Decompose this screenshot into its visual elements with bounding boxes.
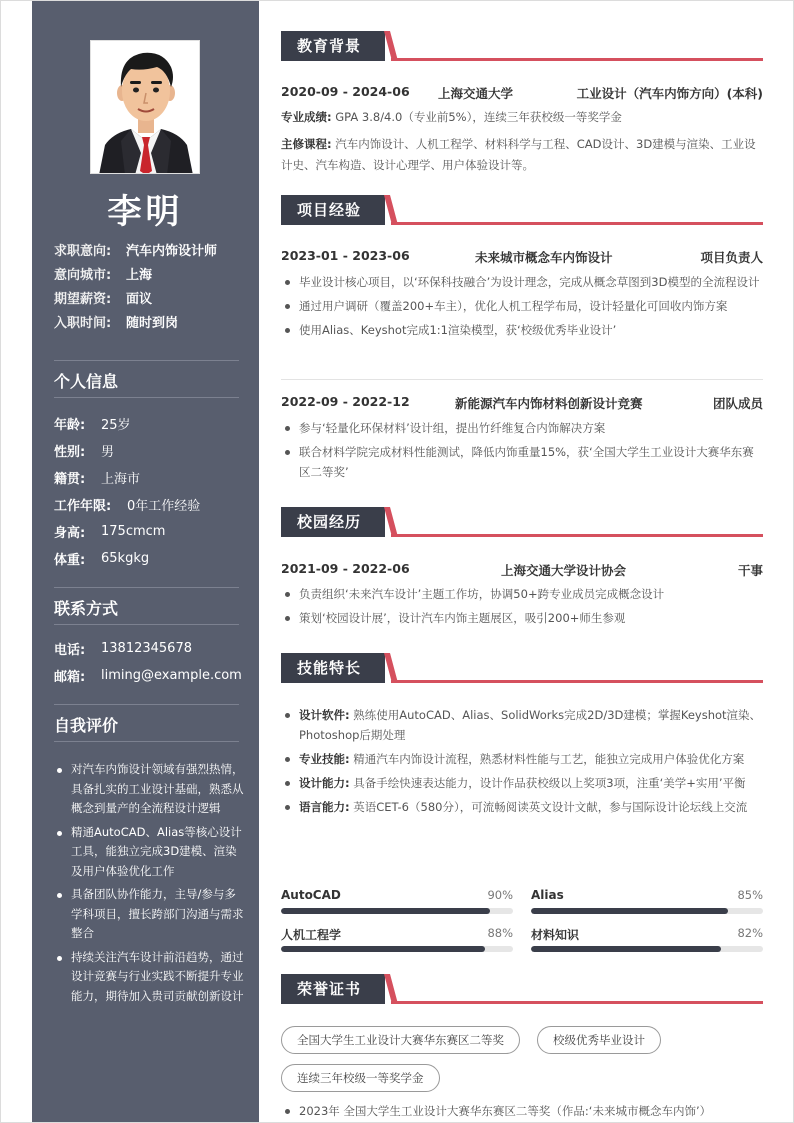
profile-photo [90,40,200,174]
honors-points [281,1101,763,1123]
campus-period: 2021-09 - 2022-06 [281,561,410,576]
skill-fill [281,908,490,914]
campus-header [281,507,763,541]
intent-row: 期望薪资: 面议 [54,291,153,307]
campus-role: 干事 [737,563,763,578]
sidebar-divider [54,587,239,588]
job-intent [54,237,244,333]
skill-track [531,908,763,914]
skill-bar [281,926,513,952]
info-row: 性别: 男 [54,445,115,460]
header-slant [384,974,398,1004]
project-name: 未来城市概念车内饰设计 [475,250,613,265]
skill-name: Alias [531,888,564,902]
info-row: 身高: 175cmcm [54,524,166,541]
project-name: 新能源汽车内饰材料创新设计竞赛 [455,396,643,411]
header-line [391,680,763,683]
project-row [281,394,763,412]
skills-points [281,705,763,821]
honor-tag: 校级优秀毕业设计 [537,1026,661,1054]
list-item: 参与‘轻量化环保材料’设计组，提出竹纤维复合内饰解决方案 [281,418,763,438]
header-slant [384,507,398,537]
skill-percent: 90% [487,888,513,902]
header-line [391,222,763,225]
list-item: 通过用户调研（覆盖200+车主），优化人机工程学布局，设计轻量化可回收内饰方案 [281,296,763,316]
skill-bar [531,888,763,914]
self-eval-item: 具备团队协作能力，主导/参与多学科项目，擅长跨部门沟通与需求整合 [54,885,244,944]
skill-percent: 85% [737,888,763,902]
skill-name: 人机工程学 [281,928,342,942]
intent-row: 求职意向: 汽车内饰设计师 [54,243,218,259]
email-row: 邮箱: liming@example.com [54,668,242,685]
project-role: 项目负责人 [700,250,763,265]
list-item: 使用Alias、Keyshot完成1:1渲染模型，获‘校级优秀毕业设计’ [281,320,763,340]
info-row: 体重: 65kgkg [54,551,150,568]
header-slant [384,195,398,225]
campus-row [281,561,763,579]
skill-fill [531,946,721,952]
self-eval-list [54,760,244,1010]
sidebar-divider [54,704,239,705]
divider [281,379,763,380]
sidebar-divider [54,624,239,625]
skill-percent: 88% [487,926,513,940]
list-item: 设计能力: 具备手绘快速表达能力，设计作品获校级以上奖项3项，注重‘美学+实用’平衡 [281,773,763,793]
list-item: 设计软件: 熟练使用AutoCAD、Alias、SolidWorks完成2D/3D建模；掌握Keyshot渲染、Photoshop后期处理 [281,705,763,745]
header-slant [384,31,398,61]
list-item: 负责组织‘未来汽车设计’主题工作坊，协调50+跨专业成员完成概念设计 [281,584,763,604]
info-row: 年龄: 25岁 [54,418,131,433]
skills-title: 技能特长 [281,653,385,683]
info-row: 籍贯: 上海市 [54,472,141,487]
contact-list [54,635,244,689]
header-slant [384,653,398,683]
list-item: 联合材料学院完成材料性能测试，降低内饰重量15%，获‘全国大学生工业设计大赛华东赛区二等奖’ [281,442,763,482]
list-item: 策划‘校园设计展’，设计汽车内饰主题展区，吸引200+师生参观 [281,608,763,628]
project-period: 2023-01 - 2023-06 [281,248,410,263]
skill-track [531,946,763,952]
education-period: 2020-09 - 2024-06 [281,84,410,99]
phone-row: 电话: 13812345678 [54,641,192,658]
campus-title: 校园经历 [281,507,385,537]
project-period: 2022-09 - 2022-12 [281,394,410,409]
header-line [391,58,763,61]
skill-fill [281,946,485,952]
candidate-name: 李明 [107,192,184,232]
skill-name: 材料知识 [531,928,580,942]
project-row [281,248,763,266]
self-eval-title: 自我评价 [54,716,119,735]
campus-points [281,584,763,632]
projects-header [281,195,763,229]
personal-info-list [54,410,244,572]
project-role: 团队成员 [712,396,763,411]
sidebar-divider [54,360,239,361]
header-line [391,534,763,537]
skill-bar [281,888,513,914]
header-line [391,1001,763,1004]
skill-percent: 82% [737,926,763,940]
personal-info-title: 个人信息 [54,372,119,391]
intent-row: 入职时间: 随时到岗 [54,315,179,331]
sidebar [32,0,259,1123]
skills-header [281,653,763,687]
intent-row: 意向城市: 上海 [54,267,153,283]
list-item: 毕业设计核心项目，以‘环保科技融合’为设计理念，完成从概念草图到3D模型的全流程设计 [281,272,763,292]
education-score: 专业成绩: GPA 3.8/4.0（专业前5%），连续三年获校级一等奖学金 [281,110,622,124]
project-points [281,272,763,344]
honors-title: 荣誉证书 [281,974,385,1004]
sidebar-divider [54,741,239,742]
project-points [281,418,763,486]
education-title: 教育背景 [281,31,385,61]
self-eval-item: 对汽车内饰设计领域有强烈热情，具备扎实的工业设计基础，熟悉从概念到量产的全流程设计逻辑 [54,760,244,819]
education-header [281,31,763,65]
self-eval-item: 持续关注汽车设计前沿趋势，通过设计竞赛与行业实践不断提升专业能力，期待加入贵司贡献创新设计 [54,948,244,1007]
sidebar-divider [54,397,239,398]
education-major: 工业设计（汽车内饰方向）(本科) [576,86,763,101]
education-courses: 主修课程: 汽车内饰设计、人机工程学、材料科学与工程、CAD设计、3D建模与渲染、工业设计史、汽车构造、设计心理学、用户体验设计等。 [281,137,756,172]
projects-title: 项目经验 [281,195,385,225]
info-row: 工作年限: 0年工作经验 [54,499,201,514]
campus-org: 上海交通大学设计协会 [501,563,627,578]
list-item: 专业技能: 精通汽车内饰设计流程，熟悉材料性能与工艺，能独立完成用户体验优化方案 [281,749,763,769]
education-school: 上海交通大学 [438,86,514,101]
honor-tag: 全国大学生工业设计大赛华东赛区二等奖 [281,1026,520,1054]
contact-title: 联系方式 [54,599,119,618]
list-item: 2023年 全国大学生工业设计大赛华东赛区二等奖（作品:‘未来城市概念车内饰’） [281,1101,763,1121]
list-item: 语言能力: 英语CET-6（580分），可流畅阅读英文设计文献，参与国际设计论坛线上交流 [281,797,763,817]
honor-tag: 连续三年校级一等奖学金 [281,1064,440,1092]
honors-header [281,974,763,1008]
education-row [281,84,763,102]
self-eval-item: 精通AutoCAD、Alias等核心设计工具，能独立完成3D建模、渲染及用户体验优化工作 [54,823,244,882]
skill-fill [531,908,728,914]
skill-bar [531,926,763,952]
skill-track [281,908,513,914]
skill-track [281,946,513,952]
skill-name: AutoCAD [281,888,341,902]
